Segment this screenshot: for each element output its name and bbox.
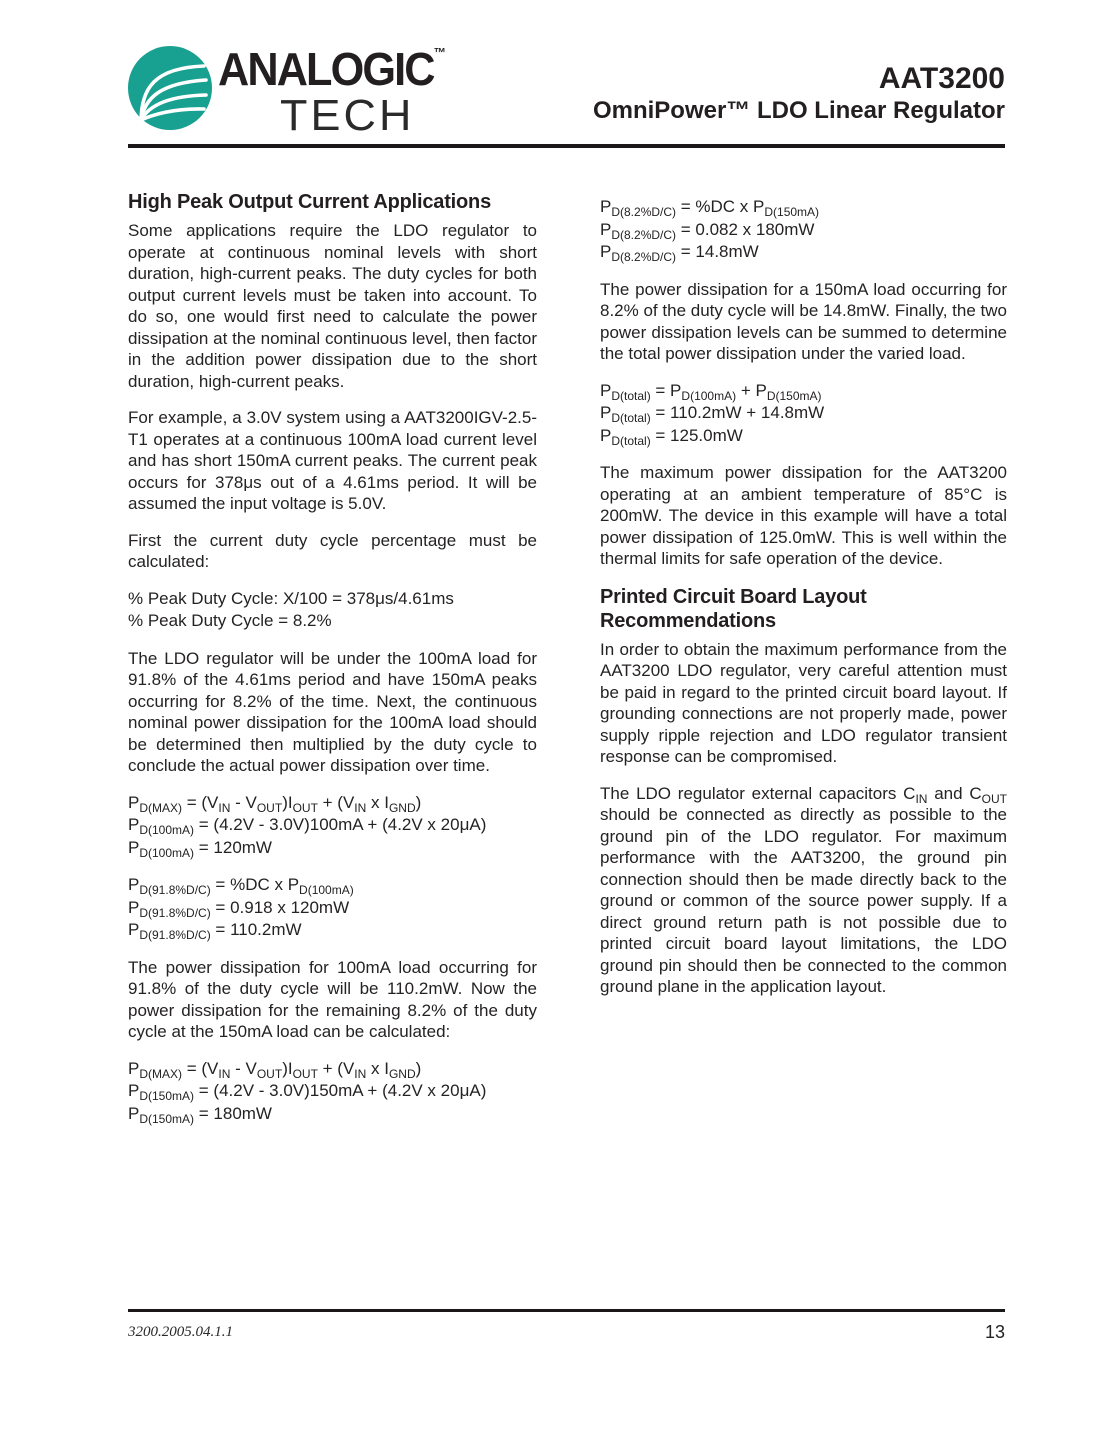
brand-word-tech: TECH (280, 91, 415, 140)
leaf-logo-icon (128, 46, 212, 130)
body-columns (128, 190, 1007, 1140)
footer-doc-code: 3200.2005.04.1.1 (128, 1324, 233, 1340)
company-name (218, 43, 460, 140)
body-paragraph: First the current duty cycle percentage must be calculated: (128, 530, 537, 571)
footer-page-number: 13 (984, 1322, 1005, 1342)
body-paragraph: The LDO regulator will be under the 100mA load for 91.8% of the 4.61ms period and have 150mA peaks occurring for 8.2% of the time. Next, the continuous nominal power dissipation for the 100mA load should be determined then multiplied by the duty cycle to conclude the actual power dissipation over time. (128, 648, 537, 775)
power-equations-91-8-duty (128, 874, 537, 942)
formula-line: $P_{D(8.2\%D/C)} = \%DC$ x $P_{D(150mA)}$ (600, 197, 820, 219)
formula-line: % Peak Duty Cycle: X/100 = 378μs/4.61ms (128, 588, 454, 608)
body-paragraph: The power dissipation for a 150mA load occurring for 8.2% of the duty cycle will be 14.8mW. Finally, the two power dissipation levels can be summed to determine the total power dissipation under the varied load. (600, 279, 1007, 363)
power-equations-total (600, 380, 1007, 448)
formula-line: % Peak Duty Cycle = 8.2% (128, 611, 332, 630)
formula-line: $P_{D(150mA)} = 180mW$ (128, 1103, 272, 1126)
formula-line: $P_{D(MAX)} = (V_{IN} - V_{OUT})I_{OUT} + (V_{IN}$ x $I_{GND}$) (128, 1058, 422, 1081)
header-divider-rule (128, 144, 1005, 148)
formula-line: $P_{D(8.2\%D/C)} = 0.082$ x 180mW (600, 219, 815, 242)
section-heading-high-peak: High Peak Output Current Applications (128, 191, 491, 213)
formula-line: $P_{D(150mA)} = (4.2V - 3.0V)150mA + (4.2V$ x 20μA) (128, 1081, 487, 1103)
power-equations-100mA (128, 792, 537, 860)
body-paragraph: The LDO regulator external capacitors $C_{IN}$ and $C_{OUT}$ should be connected as directly as possible to the ground pin of the LDO regulator. For maximum performance with the AAT3200, the ground pin connection should then be made directly back to the ground or common of the source power supply. If a direct ground return path is not possible due to printed circuit board layout limitations, the LDO ground pin should then be connected to the common ground plane in the application layout. (600, 783, 1007, 996)
page-header (128, 40, 1005, 144)
brand-word-analogic: ANALOGIC™ (218, 43, 446, 95)
trademark-symbol: ™ (433, 45, 446, 60)
formula-line: $P_{D(total)} = 125.0mW$ (600, 425, 743, 448)
formula-line: $P_{D(91.8\%D/C)} = \%DC$ x $P_{D(100mA)}$ (128, 875, 354, 897)
power-equations-150mA (128, 1058, 537, 1126)
body-paragraph: For example, a 3.0V system using a AAT3200IGV-2.5-T1 operates at a continuous 100mA load current level and has short 150mA current peaks. The current peak occurs for 378μs out of a 4.61ms period. It will be assumed the input voltage is 5.0V. (128, 408, 537, 513)
body-paragraph: The maximum power dissipation for the AAT3200 operating at an ambient temperature of 85°C is 200mW. The device in this example will have a total power dissipation of 125.0mW. This is well within the thermal limits for safe operation of the device. (600, 463, 1007, 568)
right-column (600, 190, 1007, 1140)
footer-divider-rule (128, 1309, 1005, 1312)
formula-line: $P_{D(MAX)} = (V_{IN} - V_{OUT})I_{OUT} + (V_{IN}$ x $I_{GND}$) (128, 792, 422, 815)
formula-line: $P_{D(91.8\%D/C)} = 0.918$ x 120mW (128, 897, 350, 920)
section-heading-pcb-layout: Printed Circuit Board Layout Recommendations (600, 585, 867, 632)
body-paragraph: In order to obtain the maximum performance from the AAT3200 LDO regulator, very careful attention must be paid in regard to the printed circuit board layout. If grounding connections are not properly made, power supply ripple rejection and LDO regulator transient response can be compromised. (600, 639, 1007, 766)
formula-line: $P_{D(100mA)} = (4.2V - 3.0V)100mA + (4.2V$ x 20μA) (128, 815, 487, 837)
formula-line: $P_{D(8.2\%D/C)} = 14.8mW$ (600, 242, 759, 264)
power-equations-8-2-duty (600, 196, 1007, 264)
document-subtitle: OmniPower™ LDO Linear Regulator (592, 97, 1005, 124)
formula-line: $P_{D(total)} = 110.2mW + 14.8mW$ (600, 403, 825, 425)
formula-line: $P_{D(91.8\%D/C)} = 110.2mW$ (128, 920, 302, 942)
company-logo (128, 43, 460, 140)
duty-cycle-equations (128, 588, 537, 633)
formula-line: $P_{D(total)} = P_{D(100mA)} + P_{D(150mA)}$ (600, 380, 822, 403)
document-title-block (593, 62, 1005, 126)
body-paragraph: Some applications require the LDO regulator to operate at continuous nominal levels with short duration, high-current peaks. The duty cycles for both output current levels must be taken into account. To do so, one would first need to calculate the power dissipation at the nominal continuous level, then factor in the addition power dissipation due to the short duration, high-current peaks. (128, 221, 537, 391)
left-column (128, 190, 537, 1140)
part-number: AAT3200 (878, 62, 1005, 95)
body-paragraph: The power dissipation for 100mA load occurring for 91.8% of the duty cycle will be 110.2mW. Now the power dissipation for the remaining 8.2% of the duty cycle at the 150mA load can be calculated: (128, 957, 537, 1041)
formula-line: $P_{D(100mA)} = 120mW$ (128, 837, 272, 860)
